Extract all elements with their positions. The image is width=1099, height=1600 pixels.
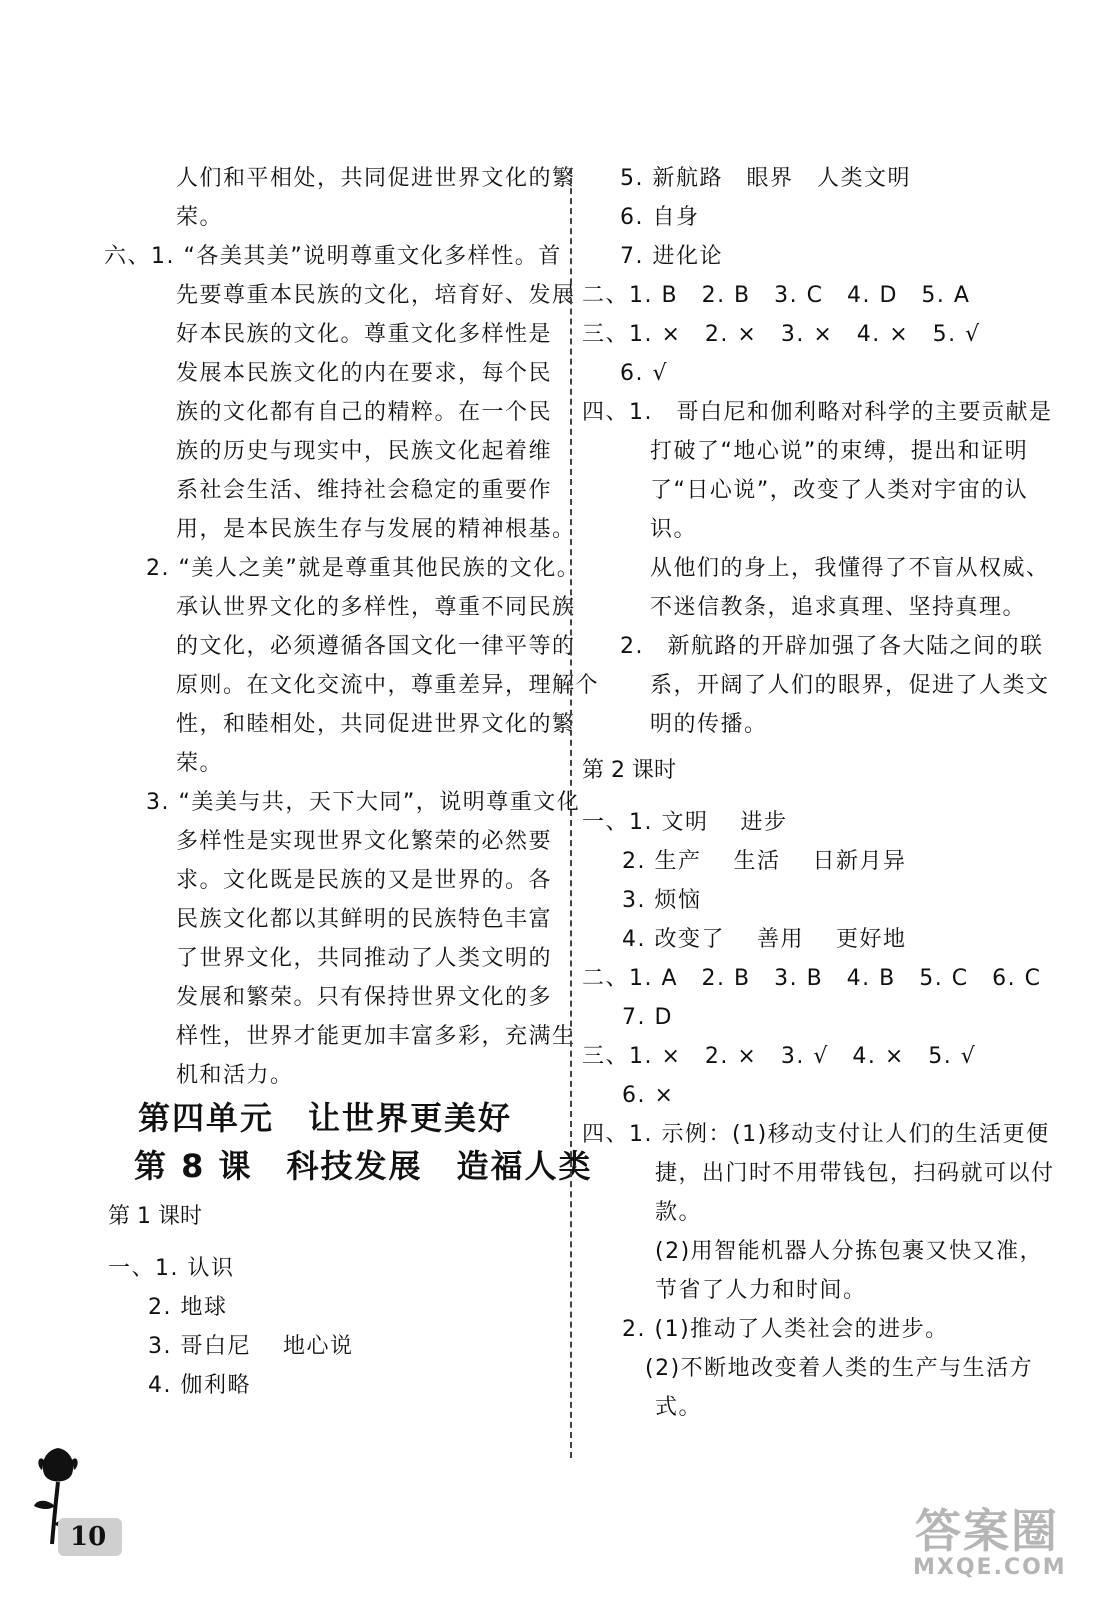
text-line: 识。: [650, 517, 698, 542]
text-line: 六、1. “各美其美”说明尊重文化多样性。首: [104, 244, 562, 269]
watermark-url: MXQE.COM: [913, 1555, 1067, 1580]
text-line: 二、1. B 2. B 3. C 4. D 5. A: [582, 283, 971, 308]
text-line: 二、1. A 2. B 3. B 4. B 5. C 6. C: [582, 966, 1042, 991]
text-line: 3. “美美与共，天下大同”，说明尊重文化: [146, 790, 581, 815]
text-line: 好本民族的文化。尊重文化多样性是: [176, 322, 553, 347]
text-line: 4. 改变了 善用 更好地: [622, 927, 907, 952]
text-line: 性，和睦相处，共同促进世界文化的繁: [176, 712, 576, 737]
text-line: 三、1. × 2. × 3. × 4. × 5. √: [582, 322, 981, 347]
text-line: 的文化，必须遵循各国文化一律平等的: [176, 634, 576, 659]
section-heading: 第 1 课时: [108, 1204, 202, 1229]
text-line: 发展本民族文化的内在要求，每个民: [176, 361, 553, 386]
text-line: 一、1. 认识: [108, 1256, 235, 1281]
section-heading: 第 2 课时: [582, 758, 676, 783]
text-line: 捷，出门时不用带钱包，扫码就可以付: [655, 1161, 1055, 1186]
text-line: 从他们的身上，我懂得了不盲从权威、: [650, 556, 1050, 581]
text-line: 节省了人力和时间。: [655, 1278, 867, 1303]
unit-title: 第四单元 让世界更美好: [138, 1099, 513, 1137]
text-line: 人们和平相处，共同促进世界文化的繁: [176, 166, 576, 191]
text-line: 款。: [655, 1200, 703, 1225]
text-line: 5. 新航路 眼界 人类文明: [620, 166, 911, 191]
text-line: 原则。在文化交流中，尊重差异，理解个: [176, 673, 600, 698]
text-line: 6. ×: [622, 1083, 675, 1108]
text-line: 2. 生产 生活 日新月异: [622, 849, 907, 874]
text-line: 荣。: [176, 205, 224, 230]
text-line: 2. (1)推动了人类社会的进步。: [622, 1317, 949, 1342]
text-line: 发展和繁荣。只有保持世界文化的多: [176, 985, 553, 1010]
text-line: 4. 伽利略: [148, 1373, 251, 1398]
lesson-title: 第 8 课 科技发展 造福人类: [134, 1147, 593, 1185]
watermark: [905, 1495, 1085, 1595]
text-line: 系社会生活、维持社会稳定的重要作: [176, 478, 553, 503]
text-line: 2. 新航路的开辟加强了各大陆之间的联: [620, 634, 1044, 659]
page-number-badge: [58, 1518, 122, 1556]
text-line: 了世界文化，共同推动了人类文明的: [176, 946, 553, 971]
text-line: 了“日心说”，改变了人类对宇宙的认: [650, 478, 1029, 503]
text-line: 6. √: [620, 361, 669, 386]
text-line: 7. D: [622, 1005, 673, 1030]
text-line: 四、1. 哥白尼和伽利略对科学的主要贡献是: [582, 400, 1053, 425]
page-number: 10: [70, 1522, 107, 1552]
text-line: 打破了“地心说”的束缚，提出和证明: [650, 439, 1029, 464]
column-divider: [570, 168, 572, 1458]
text-line: 先要尊重本民族的文化，培育好、发展: [176, 283, 576, 308]
text-line: 3. 哥白尼 地心说: [148, 1334, 354, 1359]
watermark-brand: 答案圈: [915, 1504, 1059, 1558]
text-line: 2. “美人之美”就是尊重其他民族的文化。: [146, 556, 581, 581]
text-line: 求。文化既是民族的又是世界的。各: [176, 868, 553, 893]
text-line: 机和活力。: [176, 1063, 294, 1088]
text-line: 族的文化都有自己的精粹。在一个民: [176, 400, 553, 425]
text-line: 族的历史与现实中，民族文化起着维: [176, 439, 553, 464]
text-line: 荣。: [176, 751, 224, 776]
text-line: 2. 地球: [148, 1295, 228, 1320]
text-line: 多样性是实现世界文化繁荣的必然要: [176, 829, 553, 854]
text-line: 6. 自身: [620, 205, 700, 230]
text-line: 三、1. × 2. × 3. √ 4. × 5. √: [582, 1044, 977, 1069]
text-line: (2)用智能机器人分拣包裹又快又准，: [655, 1239, 1044, 1264]
text-line: 不迷信教条，追求真理、坚持真理。: [650, 595, 1027, 620]
text-line: 系，开阔了人们的眼界，促进了人类文: [650, 673, 1050, 698]
text-line: 一、1. 文明 进步: [582, 810, 788, 835]
text-line: (2)不断地改变着人类的生产与生活方: [645, 1356, 1034, 1381]
text-line: 3. 烦恼: [622, 888, 702, 913]
text-line: 四、1. 示例：(1)移动支付让人们的生活更便: [582, 1122, 1050, 1147]
text-line: 式。: [655, 1395, 703, 1420]
text-line: 承认世界文化的多样性，尊重不同民族: [176, 595, 576, 620]
text-line: 7. 进化论: [620, 244, 723, 269]
text-line: 用，是本民族生存与发展的精神根基。: [176, 517, 576, 542]
text-line: 民族文化都以其鲜明的民族特色丰富: [176, 907, 553, 932]
text-line: 明的传播。: [650, 712, 768, 737]
text-line: 样性，世界才能更加丰富多彩，充满生: [176, 1024, 576, 1049]
